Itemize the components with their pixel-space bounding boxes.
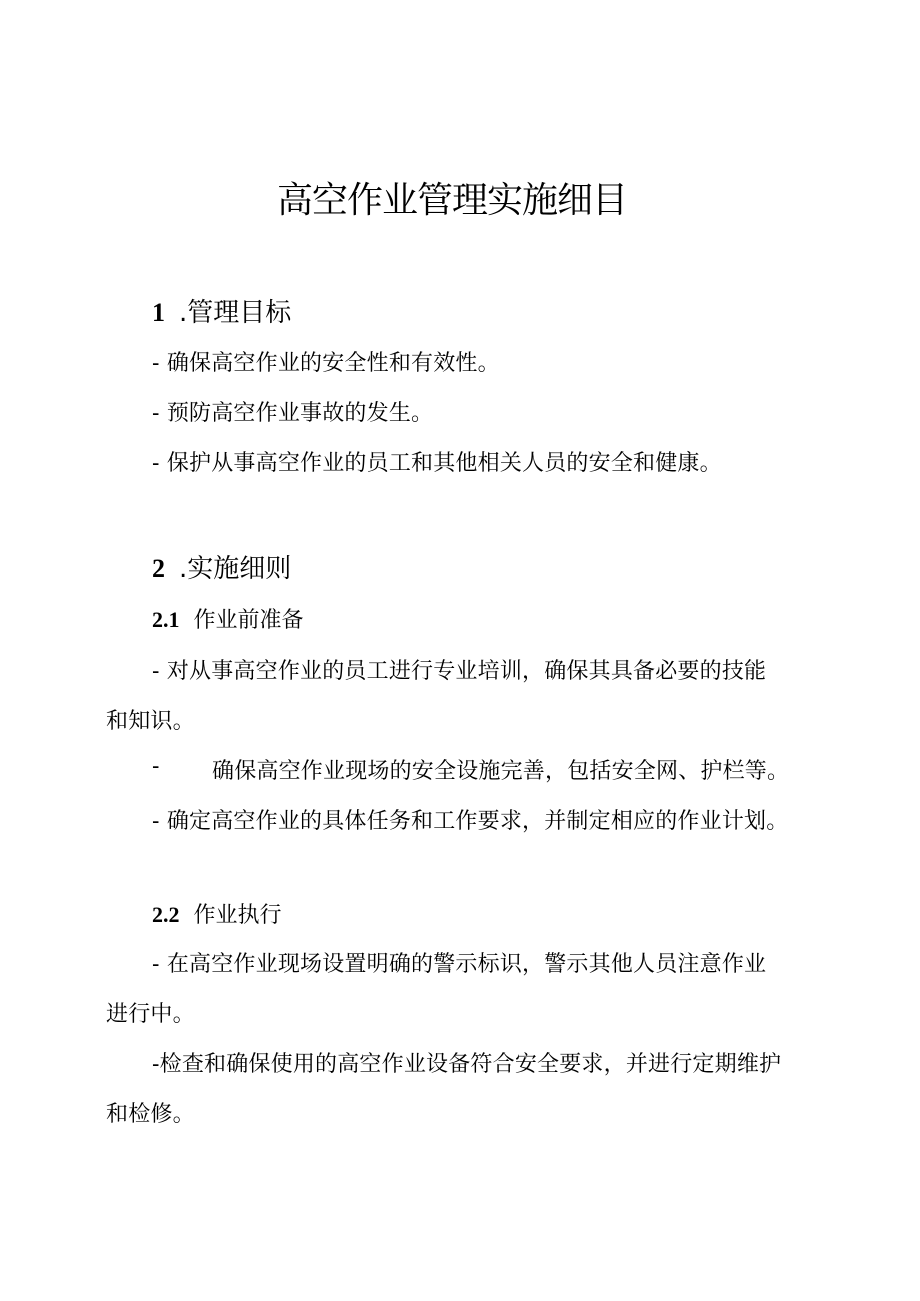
section-1-number: 1 bbox=[152, 298, 165, 327]
subsection-2-1-title: 作业前准备 bbox=[193, 608, 304, 633]
section-1-item-1: - 确保高空作业的安全性和有效性。 bbox=[152, 351, 500, 376]
subsection-2-1-number: 2.1 bbox=[152, 607, 180, 632]
section-1-title: .管理目标 bbox=[179, 298, 292, 328]
subsection-2-2-item-1-line-1: - 在高空作业现场设置明确的警示标识，警示其他人员注意作业 bbox=[152, 952, 767, 977]
subsection-2-1-heading bbox=[152, 603, 304, 634]
subsection-2-1-item-1-line-1: - 对从事高空作业的员工进行专业培训，确保其具备必要的技能 bbox=[152, 659, 767, 684]
subsection-2-1-item-2: 确保高空作业现场的安全设施完善，包括安全网、护栏等。 bbox=[212, 759, 790, 784]
subsection-2-2-item-1-line-2: 进行中。 bbox=[106, 1002, 195, 1027]
document-title: 高空作业管理实施细目 bbox=[276, 180, 627, 221]
subsection-2-2-item-2-line-2: 和检修。 bbox=[106, 1102, 195, 1127]
subsection-2-1-item-3: - 确定高空作业的具体任务和工作要求，并制定相应的作业计划。 bbox=[152, 809, 789, 834]
section-1-item-3: - 保护从事高空作业的员工和其他相关人员的安全和健康。 bbox=[152, 451, 722, 476]
section-1-heading bbox=[152, 292, 291, 329]
section-2-title: .实施细则 bbox=[179, 554, 292, 584]
section-1-item-2: - 预防高空作业事故的发生。 bbox=[152, 401, 434, 426]
subsection-2-1-item-1-line-2: 和知识。 bbox=[106, 709, 195, 734]
subsection-2-1-item-2-dash: - bbox=[152, 754, 160, 779]
subsection-2-2-title: 作业执行 bbox=[193, 903, 282, 928]
subsection-2-2-item-2-line-1: -检查和确保使用的高空作业设备符合安全要求，并进行定期维护 bbox=[152, 1052, 782, 1077]
subsection-2-2-number: 2.2 bbox=[152, 902, 180, 927]
subsection-2-2-heading bbox=[152, 898, 282, 929]
section-2-number: 2 bbox=[152, 554, 165, 583]
section-2-heading bbox=[152, 548, 291, 585]
